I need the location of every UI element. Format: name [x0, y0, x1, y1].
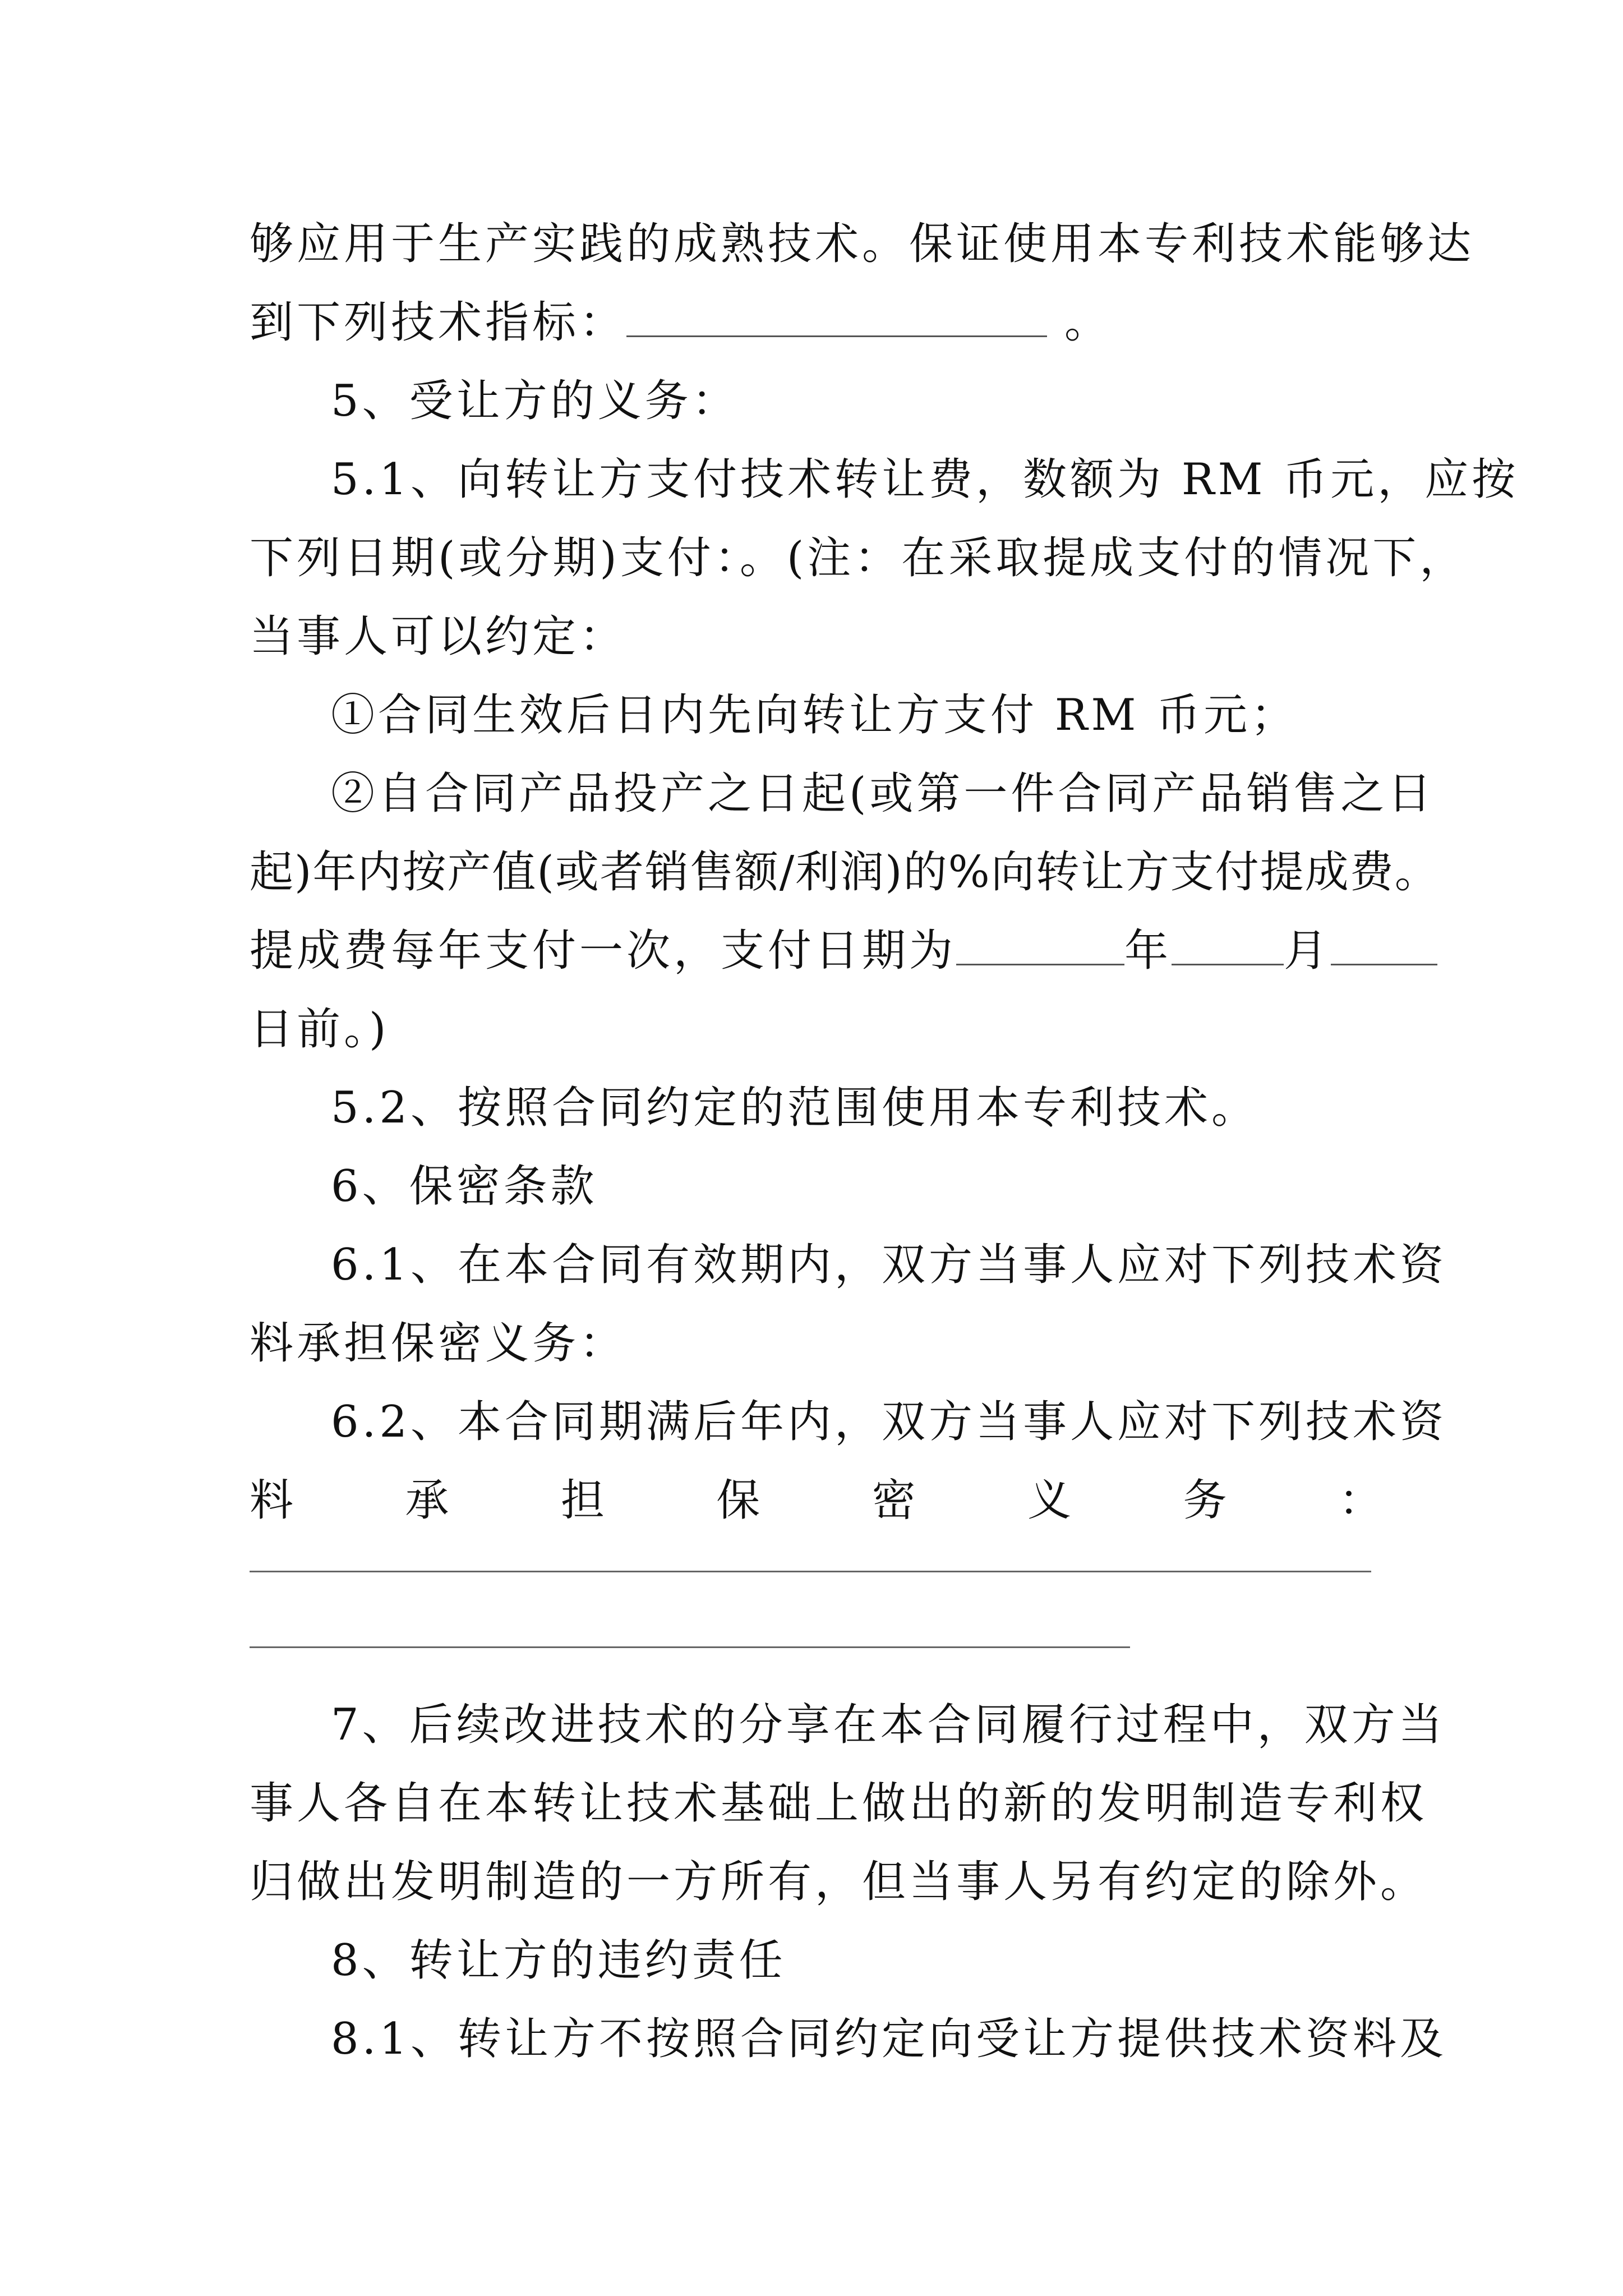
- paragraph-line: 归做出发明制造的一方所有，但当事人另有约定的除外。: [250, 1857, 1428, 1907]
- fill-in-blank: [1172, 924, 1284, 965]
- paragraph-line: 日前。): [250, 1004, 390, 1055]
- paragraph-line: 7、后续改进技术的分享在本合同履行过程中，双方当: [331, 1700, 1446, 1750]
- paragraph-line: 起)年内按产值(或者销售额/利润)的%向转让方支付提成费。: [250, 847, 1440, 898]
- fill-in-blank: [956, 924, 1124, 965]
- paragraph-line: 6.2、本合同期满后年内，双方当事人应对下列技术资: [331, 1397, 1447, 1447]
- paragraph-line: 事人各自在本转让技术基础上做出的新的发明制造专利权: [250, 1778, 1428, 1829]
- fill-in-blank: [626, 296, 1047, 337]
- section-heading: 5、受让方的义务：: [331, 376, 739, 426]
- spread-char: 密: [872, 1475, 916, 1526]
- text-segment: 月: [1284, 926, 1331, 976]
- blank-underline: [250, 1646, 1130, 1648]
- paragraph-line: ②自合同产品投产之日起(或第一件合同产品销售之日: [331, 769, 1435, 819]
- spread-char: 承: [405, 1475, 449, 1526]
- spread-line: [250, 1461, 1382, 1540]
- spread-char: 料: [250, 1475, 294, 1526]
- spread-char: 担: [560, 1475, 605, 1526]
- paragraph-line: ①合同生效后日内先向转让方支付 RM 币元；: [331, 690, 1298, 740]
- paragraph-line: [250, 283, 1382, 362]
- blank-underline: [250, 1571, 1371, 1572]
- spread-char: 务: [1183, 1475, 1227, 1526]
- paragraph-line: 8.1、转让方不按照合同约定向受让方提供技术资料及: [331, 2014, 1447, 2064]
- text-segment: 提成费每年支付一次，支付日期为: [250, 926, 957, 976]
- spread-char: 义: [1027, 1475, 1072, 1526]
- spread-char: ：: [1338, 1475, 1382, 1526]
- paragraph-line: 5.1、向转让方支付技术转让费，数额为 RM 币元，应按: [331, 454, 1519, 505]
- text-segment: 。: [1064, 297, 1112, 348]
- fill-in-blank: [1331, 924, 1437, 965]
- paragraph-line: 够应用于生产实践的成熟技术。保证使用本专利技术能够达: [250, 219, 1475, 269]
- spread-char: 保: [716, 1475, 760, 1526]
- text-segment: 年: [1124, 926, 1172, 976]
- text-segment: 到下列技术指标：: [250, 297, 627, 348]
- paragraph-line: 5.2、按照合同约定的范围使用本专利技术。: [331, 1083, 1259, 1133]
- paragraph-line: [250, 912, 1382, 990]
- paragraph-line: 6.1、在本合同有效期内，双方当事人应对下列技术资: [331, 1240, 1447, 1290]
- paragraph-line: 料承担保密义务：: [250, 1318, 627, 1369]
- paragraph-line: 下列日期(或分期)支付：。(注：在采取提成支付的情况下，: [250, 533, 1467, 583]
- section-heading: 8、转让方的违约责任: [331, 1935, 786, 1986]
- paragraph-line: 当事人可以约定：: [250, 611, 627, 662]
- section-heading: 6、保密条款: [331, 1161, 598, 1212]
